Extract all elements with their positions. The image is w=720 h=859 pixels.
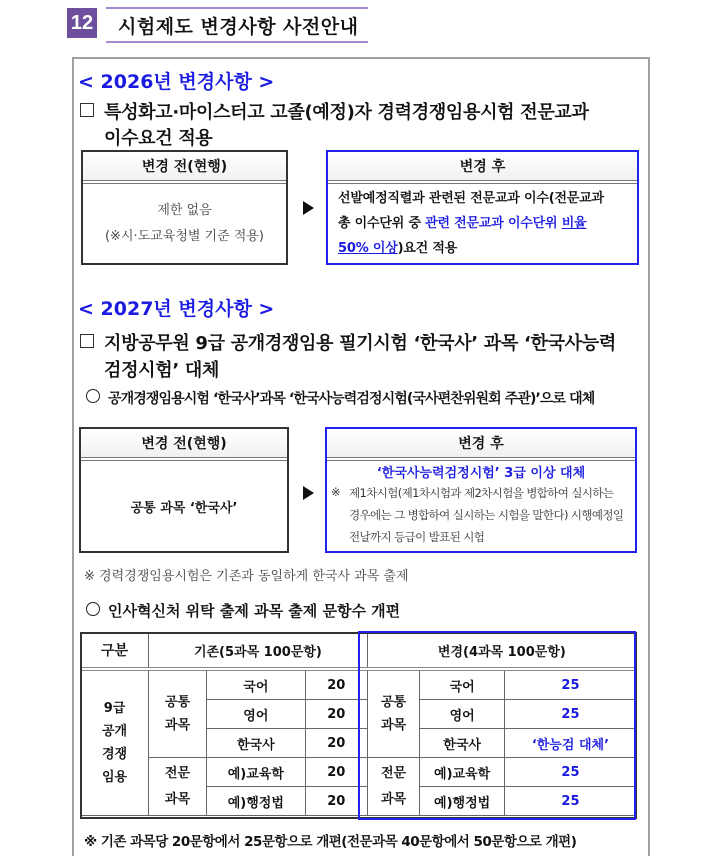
arrow-right-icon	[303, 486, 314, 500]
after-headline: ‘한국사능력검정시험’ 3급 이상 대체	[376, 466, 586, 481]
row-group-label	[81, 669, 149, 816]
item-2027-text1: 지방공무원 9급 공개경쟁임용 필기시험 ‘한국사’ 과목 ‘한국사능력	[104, 333, 616, 354]
after-box-title: 변경 후	[328, 152, 637, 184]
label-line: 과목	[164, 718, 191, 733]
label-line: 과목	[380, 791, 407, 807]
label-line: 전문	[164, 765, 191, 781]
table-row	[81, 758, 637, 787]
before-text-2: (※시·도교육청별 기준 적용)	[104, 228, 264, 244]
after-text-2	[338, 211, 631, 236]
after-text-2a: 총 이수단위 중	[338, 216, 426, 231]
changed-count-cell: 25	[504, 700, 636, 729]
row-group-line: 공개	[101, 724, 128, 739]
section-number-badge: 12	[67, 8, 97, 38]
label-line: 과목	[380, 718, 407, 733]
subject-cell: 한국사	[206, 729, 305, 758]
changed-count-cell: 25	[504, 758, 636, 787]
changed-count-cell: ‘한능검 대체’	[504, 729, 636, 758]
after-box-2027	[325, 427, 637, 553]
sub-item-question-count-text: 인사혁신처 위탁 출제 과목 출제 문항수 개편	[108, 602, 401, 620]
after-text-3b: )요건 적용	[397, 241, 458, 256]
current-count-cell: 20	[305, 700, 367, 729]
before-box-title: 변경 전(현행)	[81, 429, 287, 461]
changed-count-cell: 25	[504, 787, 636, 816]
current-count-cell: 20	[305, 669, 367, 700]
row-group-line: 임용	[101, 770, 128, 785]
subject-cell: 예)행정법	[420, 787, 505, 816]
arrow-right-icon	[303, 201, 314, 215]
current-count-cell: 20	[305, 729, 367, 758]
page-title-container	[106, 7, 368, 43]
page-title: 시험제도 변경사항 사전안내	[118, 16, 359, 38]
after-note	[349, 482, 631, 548]
label-line: 전문	[380, 765, 407, 781]
header-changed: 변경(4과목 100문항)	[367, 633, 636, 670]
item-2027-line1	[80, 329, 616, 355]
note-line-1: 제1차시험(제1차시험과 제2차시험을 병합하여 실시하는	[349, 486, 614, 500]
subject-cell: 국어	[420, 669, 505, 700]
before-box-2027	[79, 427, 289, 553]
row-group-line: 9급	[103, 701, 126, 716]
item-2027-line2: 검정시험’ 대체	[104, 360, 220, 381]
subject-cell: 영어	[206, 700, 305, 729]
circle-bullet-icon	[86, 602, 100, 616]
after-box-title: 변경 후	[327, 429, 635, 461]
before-box-2026	[81, 150, 288, 265]
subject-cell: 국어	[206, 669, 305, 700]
header-current: 기존(5과목 100문항)	[149, 633, 368, 670]
row-group-line: 경쟁	[101, 747, 128, 762]
after-text-1: 선발예정직렬과 관련된 전문교과 이수(전문교과	[338, 191, 604, 206]
checkbox-square-icon	[80, 334, 94, 348]
question-count-table	[80, 632, 637, 816]
common-subjects-label-current	[149, 669, 207, 758]
table-row	[81, 669, 637, 700]
circle-bullet-icon	[86, 389, 100, 403]
header-category: 구분	[81, 633, 149, 670]
sub-item-2027	[86, 388, 594, 408]
before-text-1: 제한 없음	[157, 202, 212, 218]
after-box-body	[338, 186, 631, 261]
changed-count-cell: 25	[504, 669, 636, 700]
after-text-3a: 50% 이상	[338, 241, 398, 256]
subject-cell: 예)행정법	[206, 787, 305, 816]
major-subjects-label-current	[149, 758, 207, 816]
sub-item-2027-text: 공개경쟁임용시험 ‘한국사’과목 ‘한국사능력검정시험(국사편찬위원회 주관)’으로 대체	[108, 391, 595, 407]
major-subjects-label-changed	[367, 758, 420, 816]
note-line-3: 전날까지 등급이 발표된 시험	[349, 530, 485, 544]
table-header-row	[81, 633, 637, 670]
table-footnote: ※ 기존 과목당 20문항에서 25문항으로 개편(전문과목 40문항에서 50문항으로 개편)	[84, 834, 577, 850]
subject-cell: 영어	[420, 700, 505, 729]
before-box-title: 변경 전(현행)	[83, 152, 286, 184]
before-box-body	[83, 184, 286, 263]
footnote-career-exam: ※ 경력경쟁임용시험은 기존과 동일하게 한국사 과목 출제	[84, 569, 409, 584]
item-2026-line2: 이수요건 적용	[104, 128, 213, 149]
current-count-cell: 20	[305, 787, 367, 816]
subject-cell: 한국사	[420, 729, 505, 758]
item-2026-text1: 특성화고·마이스터고 고졸(예정)자 경력경쟁임용시험 전문교과	[104, 102, 589, 123]
year-heading-2026: < 2026년 변경사항 >	[78, 71, 275, 93]
after-box-2026	[326, 150, 639, 265]
common-subjects-label-changed	[367, 669, 420, 758]
sub-item-question-count	[86, 600, 400, 621]
after-text-2c: 비율	[561, 216, 587, 231]
after-text-2b: 관련 전문교과 이수단위	[425, 216, 562, 231]
label-line: 공통	[164, 695, 191, 710]
note-mark: ※	[331, 485, 341, 499]
label-line: 과목	[164, 791, 191, 807]
subject-cell: 예)교육학	[206, 758, 305, 787]
item-2026-line1	[80, 98, 589, 124]
note-line-2: 경우에는 그 병합하여 실시하는 시험을 말한다) 시행예정일	[349, 508, 624, 522]
year-heading-2027: < 2027년 변경사항 >	[78, 298, 275, 320]
subject-cell: 예)교육학	[420, 758, 505, 787]
before-text-1: 공통 과목 ‘한국사’	[130, 500, 238, 516]
after-text-3	[338, 236, 631, 261]
before-box-body	[81, 461, 287, 551]
current-count-cell: 20	[305, 758, 367, 787]
label-line: 공통	[380, 695, 407, 710]
checkbox-square-icon	[80, 103, 94, 117]
